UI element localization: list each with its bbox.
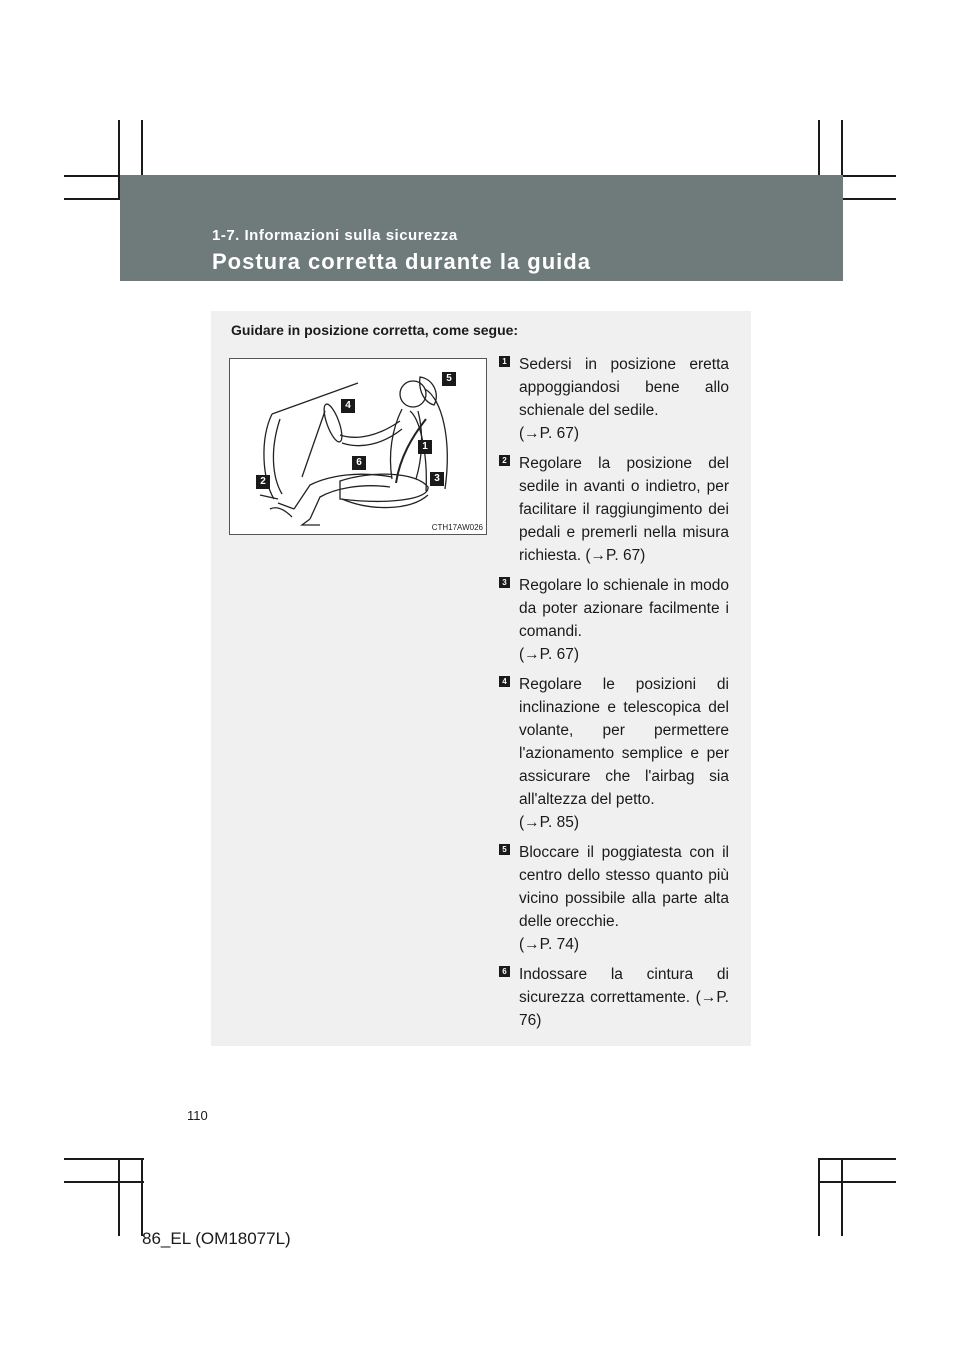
figure-marker: 6 — [352, 456, 366, 470]
section-header — [120, 175, 843, 281]
list-item — [499, 452, 729, 567]
page-reference: (→P. 67) — [519, 646, 580, 663]
crop-mark — [64, 1181, 144, 1183]
list-item — [499, 963, 729, 1032]
figure-marker: 5 — [442, 372, 456, 386]
step-number-badge: 6 — [499, 966, 510, 977]
step-number-badge: 2 — [499, 455, 510, 466]
figure-marker: 1 — [418, 440, 432, 454]
crop-mark — [818, 1181, 896, 1183]
intro-text: Guidare in posizione corretta, come segue: — [231, 322, 519, 338]
step-text: Regolare le posizioni di inclinazione e telescopica del volante, per permettere l'azionamento semplice e per assicurare che l'airbag sia all'altezza del petto. — [519, 676, 729, 808]
step-text: Sedersi in posizione eretta appoggiandosi bene allo schienale del sedile. — [519, 356, 729, 419]
figure-code: CTH17AW026 — [431, 523, 483, 532]
figure-marker: 2 — [256, 475, 270, 489]
crop-mark — [64, 1158, 144, 1160]
list-item — [499, 841, 729, 956]
step-text: Regolare lo schienale in modo da poter azionare facilmente i comandi. — [519, 577, 729, 640]
page-reference: (→P. 85) — [519, 814, 580, 831]
step-number-badge: 1 — [499, 356, 510, 367]
instruction-list — [499, 353, 729, 1039]
driving-posture-illustration — [229, 358, 487, 535]
crop-mark — [118, 1158, 120, 1236]
figure-marker: 4 — [341, 399, 355, 413]
list-item — [499, 574, 729, 666]
content-panel — [211, 311, 751, 1046]
step-number-badge: 3 — [499, 577, 510, 588]
list-item — [499, 673, 729, 834]
step-number-badge: 4 — [499, 676, 510, 687]
page-title: Postura corretta durante la guida — [212, 249, 591, 274]
step-number-badge: 5 — [499, 844, 510, 855]
section-label: 1-7. Informazioni sulla sicurezza — [212, 227, 458, 244]
step-text: Regolare la posizione del sedile in avanti o indietro, per facilitare il raggiungimento dei pedali e premerli nella misura richiesta. (→P. 67) — [519, 455, 729, 564]
list-item — [499, 353, 729, 445]
step-text: Indossare la cintura di sicurezza correttamente. (→P. 76) — [519, 966, 729, 1029]
crop-mark — [818, 1158, 820, 1236]
crop-mark — [141, 1158, 143, 1236]
footer-code: 86_EL (OM18077L) — [142, 1229, 291, 1248]
crop-mark — [841, 1158, 843, 1236]
crop-mark — [818, 1158, 896, 1160]
page-number: 110 — [187, 1108, 208, 1123]
page-reference: (→P. 74) — [519, 936, 580, 953]
figure-marker: 3 — [430, 472, 444, 486]
step-text: Bloccare il poggiatesta con il centro dello stesso quanto più vicino possibile alla parte alta delle orecchie. — [519, 844, 729, 930]
page-reference: (→P. 67) — [519, 425, 580, 442]
